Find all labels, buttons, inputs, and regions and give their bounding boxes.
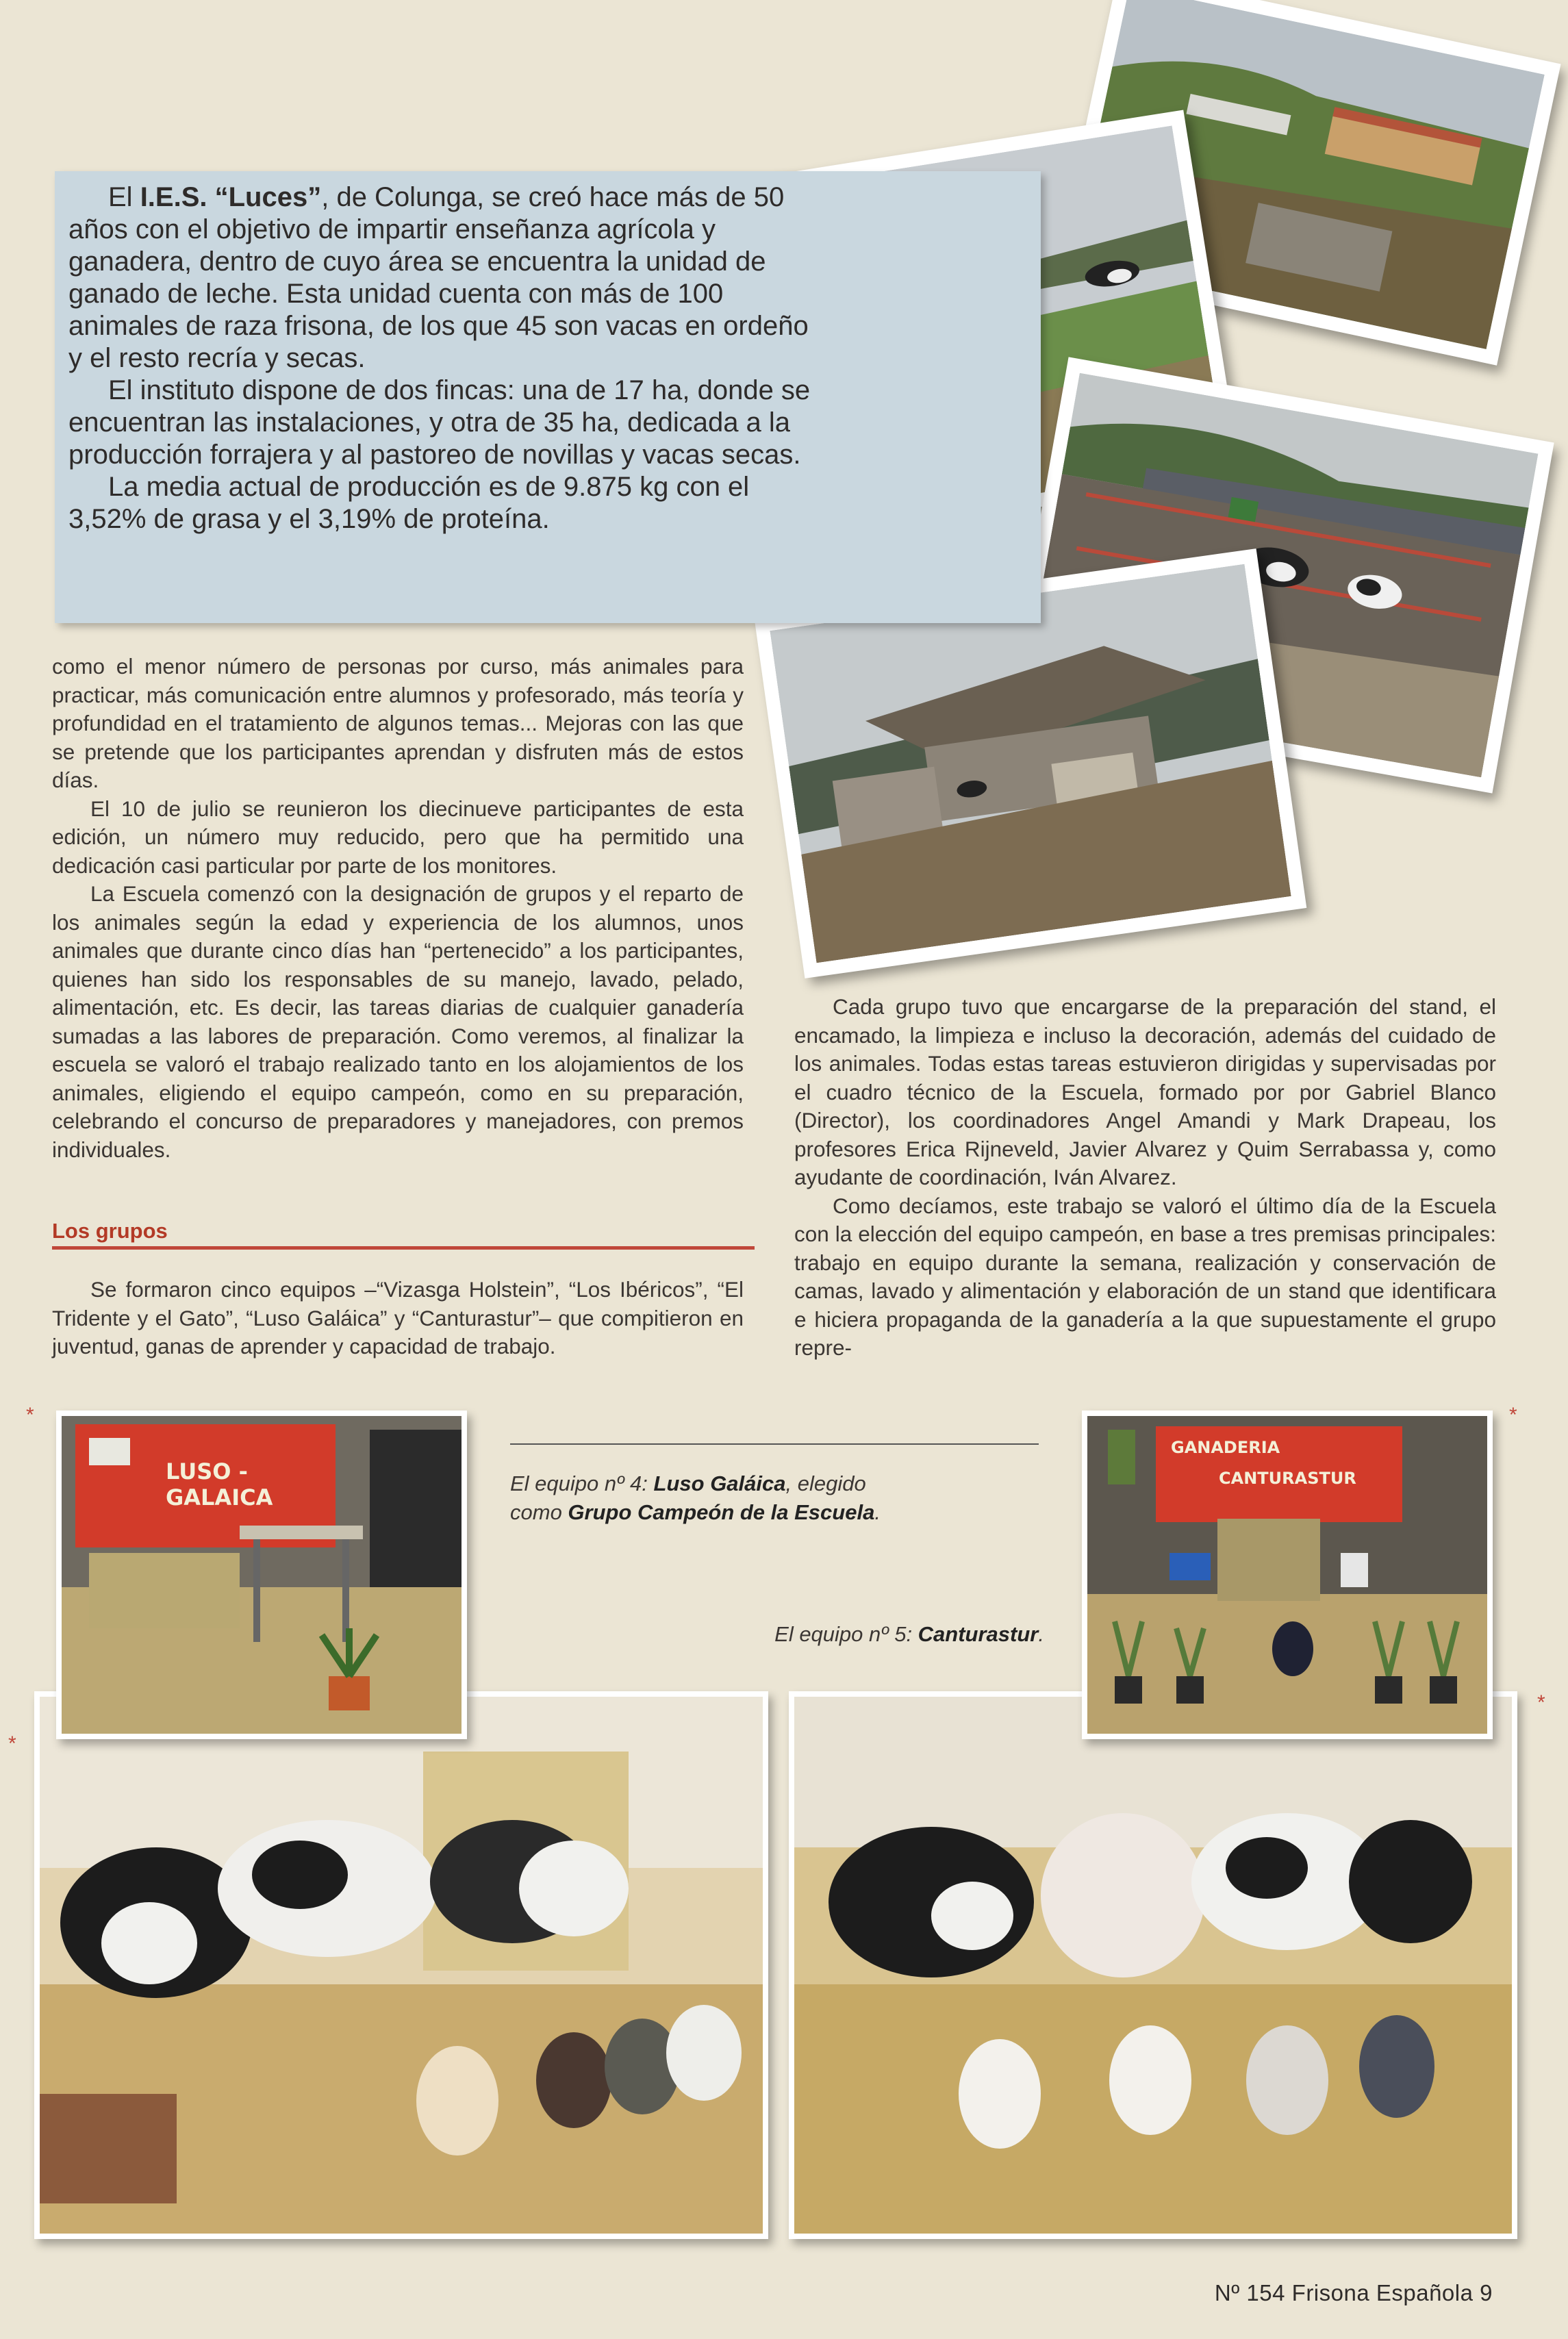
right-paragraph-2: Como decíamos, este trabajo se valoró el último día de la Escuela con la elección del equipo campeón, en base a tres premisas principales: trabajo en equipo durante la semana, realización y conservación de camas, lavado y alimentación y elaboración de un stand que identificara e hiciera propaganda de la ganadería a la que supuestamente el grupo repre- [794,1193,1496,1360]
star-marker: * [1509,1404,1517,1426]
intro-p1-post: , de Colunga, se creó hace más de 50 años con el objetivo de impartir enseñanza agrícola y ganadera, dentro de cuyo área se encuentra la unidad de ganado de leche. Esta unidad cuenta con más de 100 animales de raza frisona, de los que 45 son vacas en ordeño y el resto recría y secas. [68,182,809,373]
sign-canturastur-1: GANADERIA [1171,1438,1280,1457]
star-marker: * [26,1404,34,1426]
left-paragraph-2: El 10 de julio se reunieron los diecinueve participantes de esta edición, un número muy reducido, pero que ha permitido una dedicación casi particular por parte de los monitores. [52,796,744,878]
photo-canturastur-team [789,1691,1517,2239]
page-footer: Nº 154 Frisona Española 9 [1214,2280,1493,2305]
caption-team5-pre: El equipo nº 5: [774,1622,918,1646]
section-body [52,1276,744,1361]
caption-divider [510,1443,1039,1445]
right-paragraph-1: Cada grupo tuvo que encargarse de la preparación del stand, el encamado, la limpieza e incluso la decoración, además del cuidado de los animales. Todas estas tareas estuvieron dirigidas y supervisadas por el cuadro técnico de la Escuela, formado por por Gabriel Blanco (Director), los coordinadores Angel Amandi y Mark Drapeau, los profesores Erica Rijneveld, Javier Alvarez y Quim Serrabassa y, como ayudante de coordinación, Iván Alvarez. [794,994,1496,1189]
caption-team5-name: Canturastur [918,1622,1039,1646]
section-heading: Los grupos [52,1219,755,1250]
intro-paragraph-1 [68,181,815,375]
caption-team4-name: Luso Galáica [653,1471,786,1495]
caption-team-4 [510,1469,894,1527]
intro-paragraph-3: La media actual de producción es de 9.875 kg con el 3,52% de grasa y el 3,19% de proteína. [68,472,750,534]
photo-luso-galaica-team [34,1691,768,2239]
section-paragraph-1: Se formaron cinco equipos –“Vizasga Holstein”, “Los Ibéricos”, “El Tridente y el Gato”, “Luso Galáica” y “Canturastur”– que compitieron en juventud, ganas de aprender y capacidad de trabajo. [52,1277,744,1358]
left-column [52,653,744,1164]
intro-school-name: I.E.S. “Luces” [140,182,322,212]
intro-paragraph-2: El instituto dispone de dos fincas: una de 17 ha, donde se encuentran las instalaciones, y otra de 35 ha, dedicada a la producción forrajera y al pastoreo de novillas y vacas secas. [68,375,811,470]
photo-luso-galaica-stand [56,1411,467,1739]
caption-team4-pre: El equipo nº 4: [510,1471,654,1495]
photo-canturastur-stand [1082,1411,1493,1739]
caption-team-5 [743,1620,1044,1649]
right-column [794,993,1496,1363]
left-paragraph-1: como el menor número de personas por curso, más animales para practicar, más comunicación entre alumnos y profesorado, más teoría y profundidad en el tratamiento de algunos temas... Mejoras con las que se pretende que los participantes aprendan y disfruten más de estos días. [52,654,744,792]
sign-canturastur-2: CANTURASTUR [1219,1469,1356,1488]
caption-team5-end: . [1038,1622,1044,1646]
star-marker: * [1537,1691,1545,1714]
caption-team4-award: Grupo Campeón de la Escuela [568,1500,875,1524]
intro-p1-pre: El [108,182,140,212]
caption-team4-mid: , elegido como [510,1471,866,1524]
sign-luso-galaica: LUSO - GALAICA [166,1458,273,1510]
star-marker: * [8,1732,16,1755]
caption-team4-end: . [874,1500,881,1524]
intro-text [68,181,815,535]
left-paragraph-3: La Escuela comenzó con la designación de grupos y el reparto de los animales según la edad y experiencia de los alumnos, unos animales que durante cinco días han “pertenecido” a los participantes, quienes han sido los responsables de su manejo, lavado, pelado, alimentación, etc. Es decir, las tareas diarias de cualquier ganadería sumadas a las labores de preparación. Como veremos, al finalizar la escuela se valoró el trabajo realizado tanto en los alojamientos de los animales, eligiendo el equipo campeón, como en su preparación, celebrando el concurso de preparadores y manejadores, con premos individuales. [52,881,744,1162]
